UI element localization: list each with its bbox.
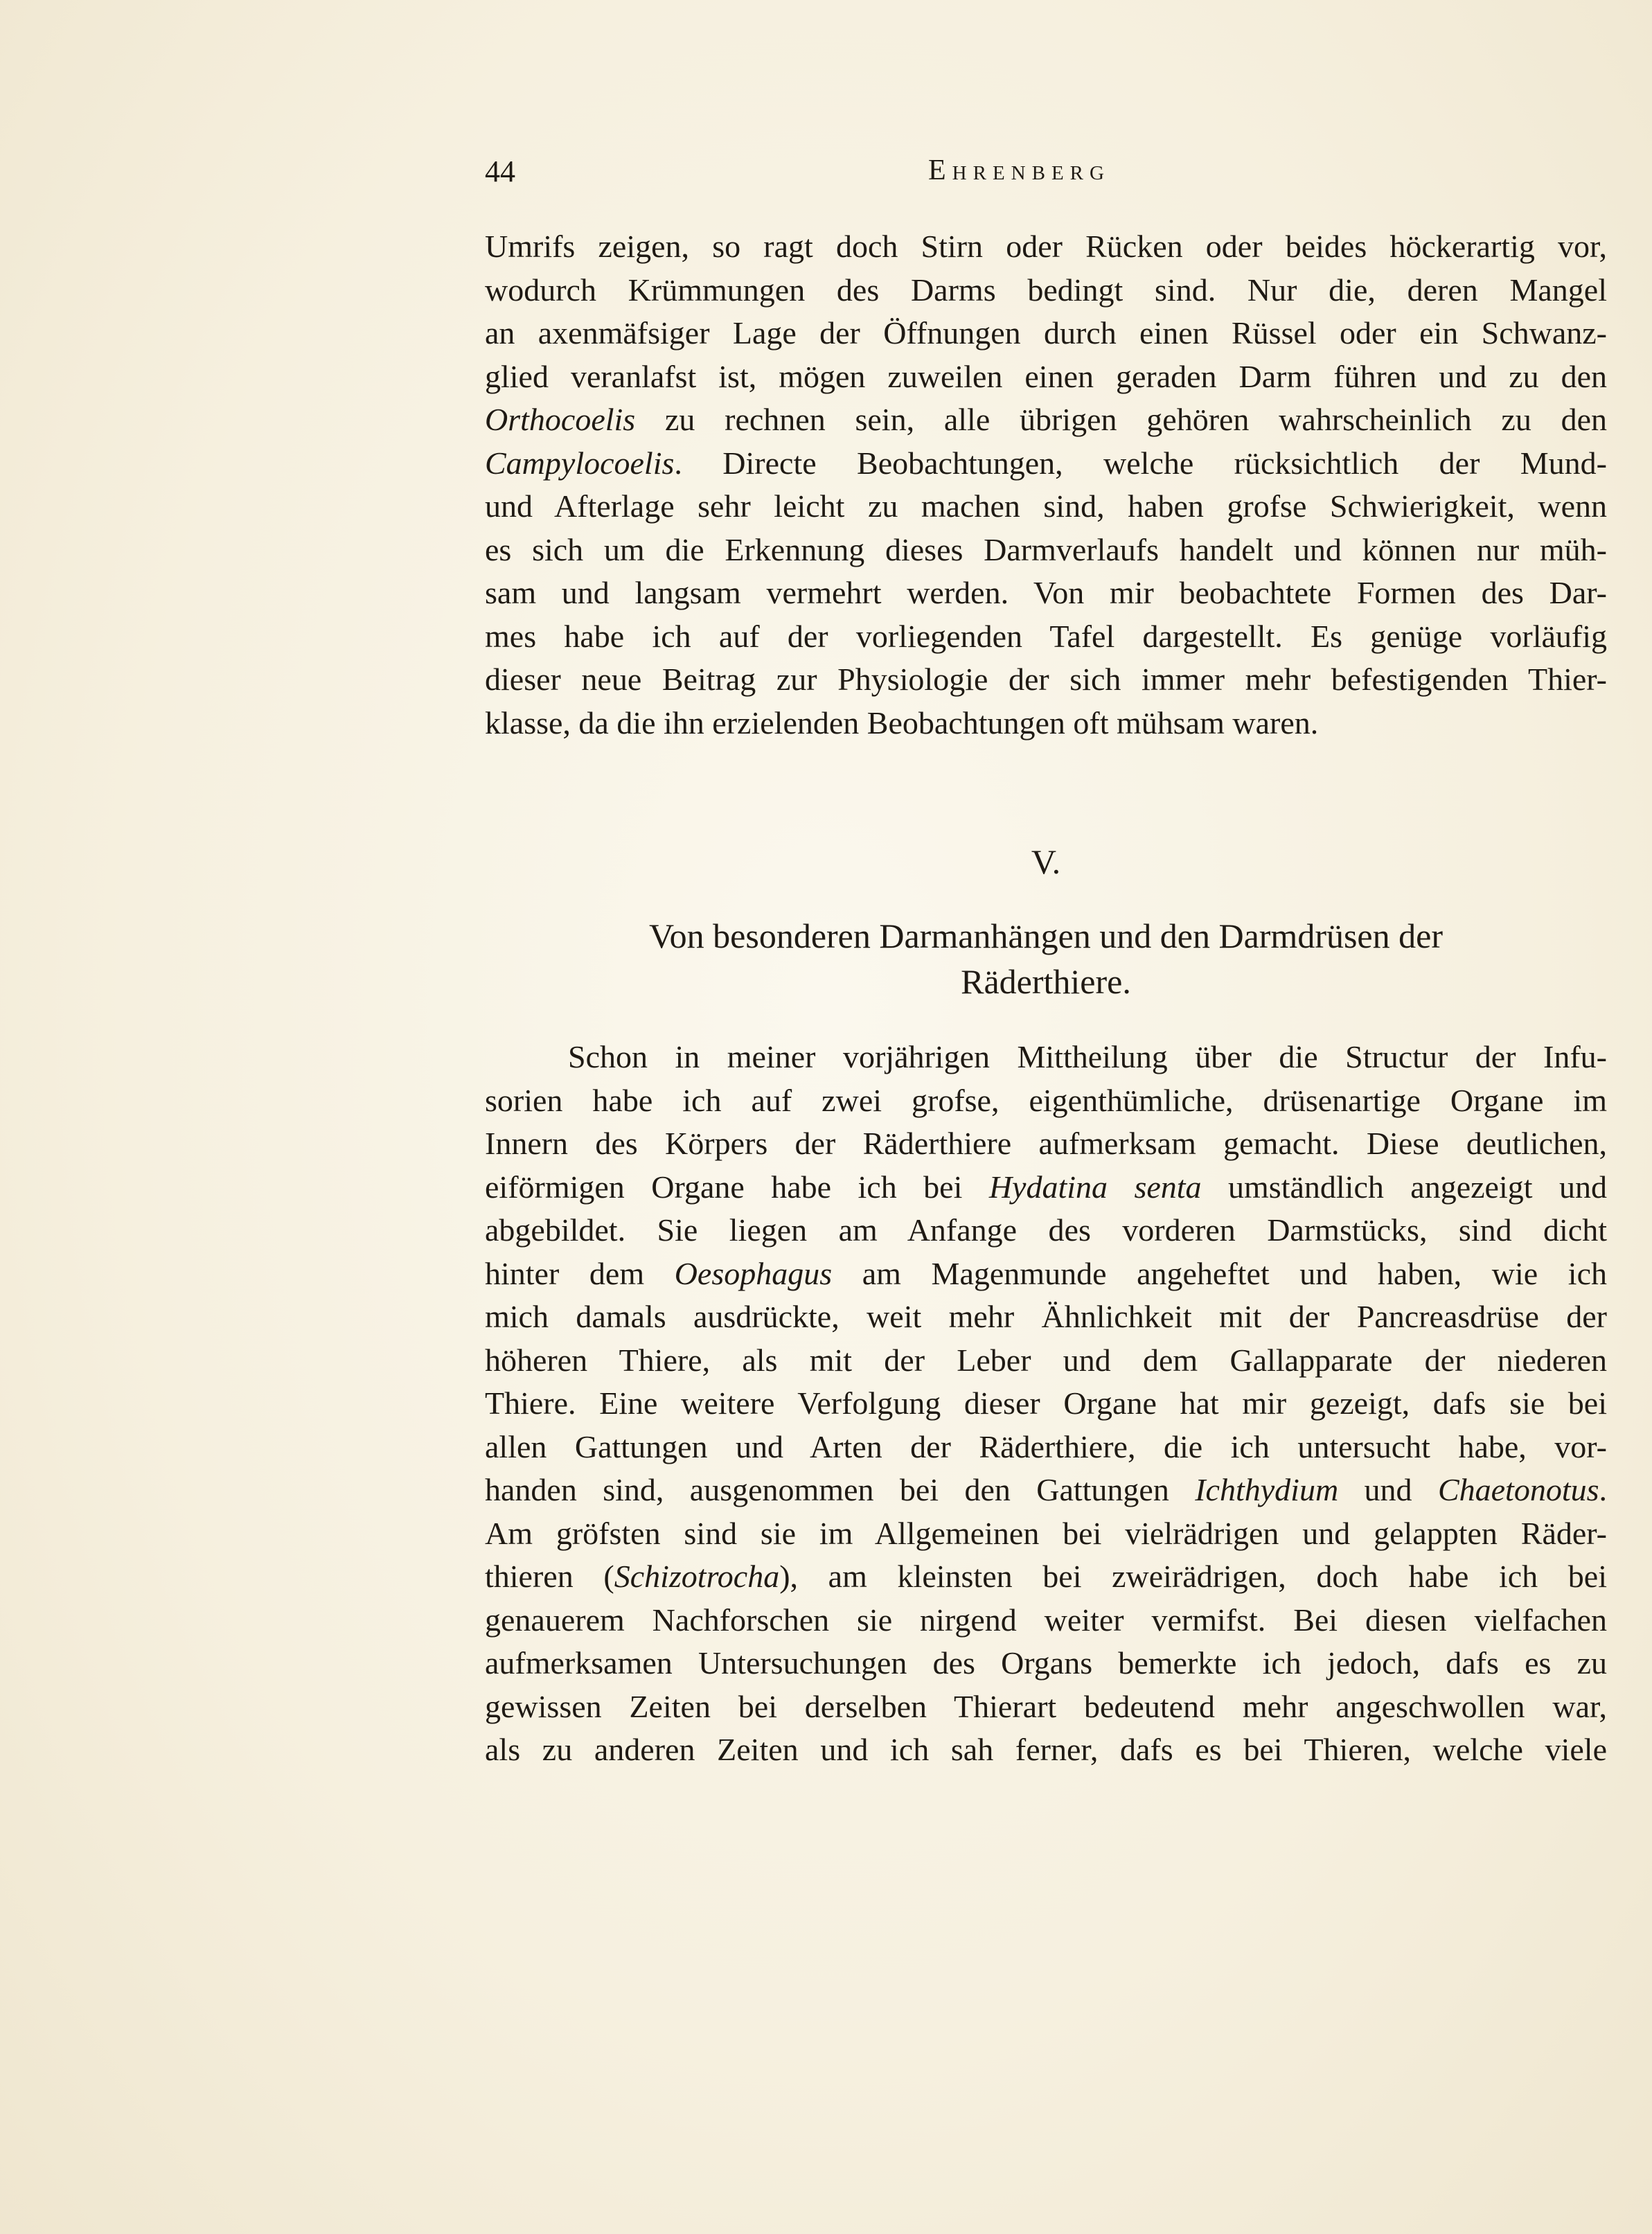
text-line: dieser neue Beitrag zur Physiologie der sich immer mehr befestigenden Thier-: [485, 662, 1607, 697]
text-line: glied veranlafst ist, mögen zuweilen einen geraden Darm führen und zu den: [485, 358, 1607, 394]
text-line: Innern des Körpers der Räderthiere aufmerksam gemacht. Diese deutlichen,: [485, 1126, 1607, 1161]
text-run: eiförmigen Organe habe ich bei: [485, 1169, 989, 1205]
text-run: am Magenmunde angeheftet und haben, wie ich: [832, 1255, 1607, 1291]
page-number: 44: [485, 154, 515, 188]
text-line: sorien habe ich auf zwei grofse, eigenthümliche, drüsenartige Organe im: [485, 1082, 1607, 1118]
text-line: sam und langsam vermehrt werden. Von mir beobachtete Formen des Dar-: [485, 575, 1607, 610]
text-line: [485, 398, 1607, 442]
text-line: allen Gattungen und Arten der Räderthiere, die ich untersucht habe, vor-: [485, 1428, 1607, 1464]
text-line: Schon in meiner vorjährigen Mittheilung über die Structur der Infu-: [568, 1039, 1607, 1074]
italic-term: Ichthydium: [1195, 1472, 1339, 1507]
italic-term: Orthocoelis: [485, 402, 636, 437]
text-line: [485, 1555, 1607, 1599]
text-line: als zu anderen Zeiten und ich sah ferner, dafs es bei Thieren, welche viele: [485, 1732, 1607, 1767]
italic-term: Oesophagus: [674, 1255, 833, 1291]
italic-term: Campylocoelis: [485, 445, 675, 481]
text-run: und: [1338, 1472, 1438, 1507]
section-title-line: Räderthiere.: [961, 962, 1131, 1001]
text-line: [485, 1252, 1607, 1296]
text-run: thieren (: [485, 1559, 614, 1594]
paragraph-2: [485, 1036, 1607, 1772]
text-run: zu rechnen sein, alle übrigen gehören wahrscheinlich zu den: [635, 402, 1607, 437]
text-line: Thiere. Eine weitere Verfolgung dieser Organe hat mir gezeigt, dafs sie bei: [485, 1385, 1607, 1421]
section-number: V.: [1031, 842, 1061, 881]
italic-term: Schizotrocha: [614, 1559, 780, 1594]
text-line: Am gröfsten sind sie im Allgemeinen bei vielrädrigen und gelappten Räder-: [485, 1515, 1607, 1551]
text-line: mes habe ich auf der vorliegenden Tafel dargestellt. Es genüge vorläufig: [485, 618, 1607, 654]
text-line: [485, 1469, 1607, 1512]
text-line: mich damals ausdrückte, weit mehr Ähnlichkeit mit der Pancreasdrüse der: [485, 1299, 1607, 1334]
text-line: an axenmäfsiger Lage der Öffnungen durch einen Rüssel oder ein Schwanz-: [485, 315, 1607, 351]
text-run: hinter dem: [485, 1255, 675, 1291]
text-run: umständlich angezeigt und: [1201, 1169, 1607, 1205]
text-line: abgebildet. Sie liegen am Anfange des vorderen Darmstücks, sind dicht: [485, 1212, 1607, 1248]
running-head: Ehrenberg: [928, 154, 1110, 186]
text-line: genauerem Nachforschen sie nirgend weiter vermifst. Bei diesen vielfachen: [485, 1602, 1607, 1638]
section-title-line: Von besonderen Darmanhängen und den Darmdrüsen der: [649, 916, 1443, 955]
italic-term: Hydatina senta: [988, 1169, 1202, 1205]
text-run: .: [1599, 1472, 1607, 1507]
section-title: [485, 913, 1607, 1004]
page-header: [485, 154, 1635, 202]
italic-term: Chaetonotus: [1437, 1472, 1599, 1507]
text-line: [485, 1166, 1607, 1209]
text-line: höheren Thiere, als mit der Leber und dem Gallapparate der niederen: [485, 1342, 1607, 1378]
text-line: klasse, da die ihn erzielenden Beobachtungen oft mühsam waren.: [485, 704, 1319, 741]
text-run: . Directe Beobachtungen, welche rücksichtlich der Mund-: [674, 445, 1607, 481]
text-run: handen sind, ausgenommen bei den Gattungen: [485, 1472, 1196, 1507]
text-line: wodurch Krümmungen des Darms bedingt sind. Nur die, deren Mangel: [485, 272, 1607, 308]
text-run: ), am kleinsten bei zweirädrigen, doch habe ich bei: [779, 1559, 1608, 1594]
text-line: [485, 442, 1607, 486]
text-line: Umrifs zeigen, so ragt doch Stirn oder Rücken oder beides höckerartig vor,: [485, 229, 1607, 264]
text-line: gewissen Zeiten bei derselben Thierart bedeutend mehr angeschwollen war,: [485, 1688, 1607, 1724]
paragraph-1: [485, 225, 1607, 745]
text-line: aufmerksamen Untersuchungen des Organs bemerkte ich jedoch, dafs es zu: [485, 1645, 1607, 1681]
text-line: es sich um die Erkennung dieses Darmverlaufs handelt und können nur müh-: [485, 531, 1607, 567]
text-line: und Afterlage sehr leicht zu machen sind, haben grofse Schwierigkeit, wenn: [485, 488, 1607, 524]
